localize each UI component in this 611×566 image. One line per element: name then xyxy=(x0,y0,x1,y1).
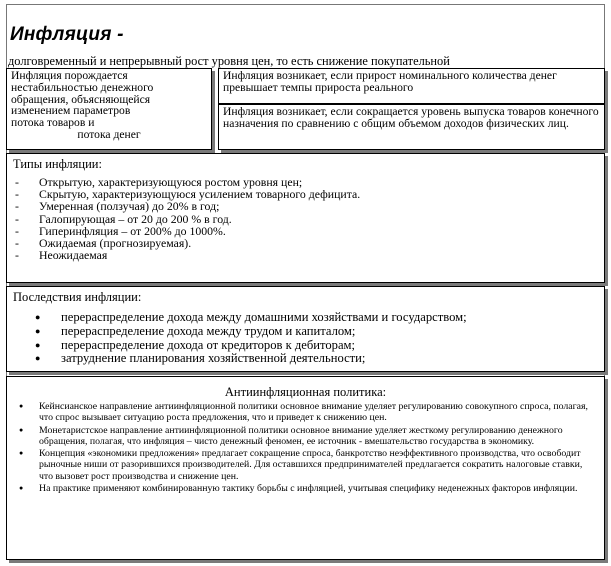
types-item: - Открытую, характеризующуюся ростом уровня цен; xyxy=(15,176,604,188)
cause-output-text: Инфляция возникает, если сокращается уровень выпуска товаров конечного назначения по сравнению с общим объемом доходов физических лиц. xyxy=(223,105,599,130)
types-item: - Галопирующая – от 20 до 200 % в год. xyxy=(15,213,604,225)
page-title: Инфляция - xyxy=(10,24,124,45)
cause-cell-left xyxy=(6,68,212,150)
anti-inflation-item: ● Кейнсианское направление антиинфляционной политики основное внимание уделяет регулированию совокупного спроса, полагая, что спрос вызывает ситуацию роста предложения, что и приведет к снижению цен. xyxy=(19,401,598,424)
anti-inflation-item: ● Концепция «экономики предложения» предлагает сокращение спроса, банкротство неэффективного производства, что освободит рыночные ниши от разорившихся производителей. Для оставшихся предпринимателей предлагается сократить налоговые ставки, что вызовет рост производства и снижение цен. xyxy=(19,448,598,482)
cause-cell-money xyxy=(218,68,605,104)
cause-money-text: Инфляция возникает, если прирост номинального количества денег превышает темпы прироста реального xyxy=(223,69,557,94)
anti-inflation-section xyxy=(6,376,605,560)
cause-line-last: потока денег xyxy=(77,127,141,141)
cause-cell-output xyxy=(218,104,605,150)
types-item: - Гиперинфляция – от 200% до 1000%. xyxy=(15,225,604,237)
types-item: - Ожидаемая (прогнозируемая). xyxy=(15,237,604,249)
consequences-title: Последствия инфляции: xyxy=(13,290,142,304)
consequences-item: ● перераспределение дохода между трудом и капиталом; xyxy=(35,325,604,339)
consequences-item: ● перераспределение дохода от кредиторов к дебиторам; xyxy=(35,339,604,353)
anti-inflation-item: ● На практике применяют комбинированную тактику борьбы с инфляцией, учитывая специфику неденежных факторов инфляции. xyxy=(19,483,598,494)
types-item: - Скрытую, характеризующуюся усилением товарного дефицита. xyxy=(15,188,604,200)
cause-line: обращения, объясняющейся xyxy=(11,92,151,106)
types-item: - Неожидаемая xyxy=(15,249,604,261)
types-section xyxy=(6,153,605,283)
anti-inflation-item: ● Монетаристское направление антиинфляционной политики основное внимание уделяет жесткому регулированию денежного обращения, полагая, что инфляция – чисто денежный феномен, ее источник - вмешательство государства в экономику. xyxy=(19,425,598,448)
cause-line: Инфляция порождается xyxy=(11,69,128,82)
consequences-section xyxy=(6,286,605,372)
consequences-item: ● затруднение планирования хозяйственной деятельности; xyxy=(35,352,604,366)
cause-line: изменением параметров xyxy=(11,104,131,118)
types-title: Типы инфляции: xyxy=(13,157,102,171)
consequences-list xyxy=(7,311,604,366)
cause-line: нестабильностью денежного xyxy=(11,80,154,94)
consequences-item: ● перераспределение дохода между домашними хозяйствами и государством; xyxy=(35,311,604,325)
types-list xyxy=(7,176,604,261)
anti-inflation-list xyxy=(7,401,604,494)
anti-inflation-title: Антиинфляционная политика: xyxy=(224,385,387,399)
inflation-definition: долговременный и непрерывный рост уровня цен, то есть снижение покупательной xyxy=(8,54,450,68)
types-item: - Умеренная (ползучая) до 20% в год; xyxy=(15,200,604,212)
cause-line: потока товаров и xyxy=(11,116,95,130)
